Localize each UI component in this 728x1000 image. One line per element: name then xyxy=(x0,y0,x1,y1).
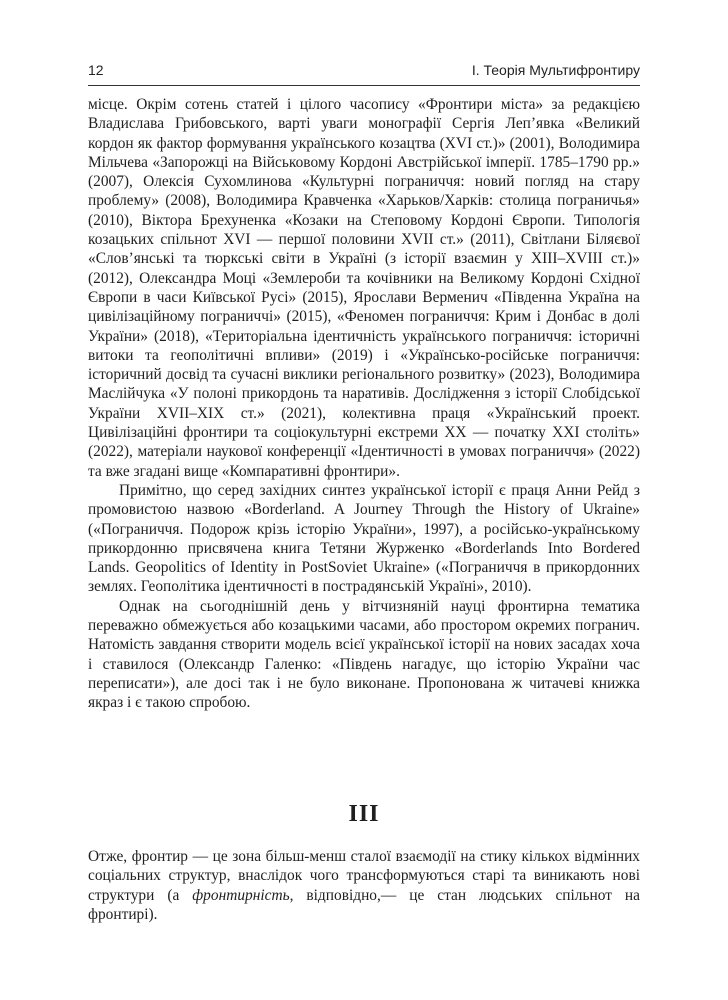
main-text xyxy=(88,95,640,713)
section-text-start: Отже, фронтир — це зона більш-менш сталої взаємодії на стику кількох відмінних соціальних структур, внаслідок чого трансформуються старі та виникають нові структури (а xyxy=(88,848,640,904)
header-divider xyxy=(88,85,640,86)
page-number: 12 xyxy=(88,62,104,78)
paragraph-3: Однак на сьогоднішній день у вітчизняній науці фронтирна тематика переважно обмежується або козацькими часами, або простором окремих погранич. Натомість завдання створити модель всієї української історії на нових засадах хоча і ставилося (Олександр Галенко: «Південь нагадує, що історію України час переписати»), але досі так і не було виконане. Пропонована ж читачеві книжка якраз і є такою спробою. xyxy=(88,597,640,712)
italic-term: фронтирність xyxy=(192,886,290,904)
running-title: І. Теорія Мультифронтиру xyxy=(471,62,640,78)
section-paragraph xyxy=(88,847,640,924)
paragraph-1: місце. Окрім сотень статей і цілого часопису «Фронтири міста» за редакцією Владислава Грибовського, варті уваги монографії Сергія Леп’явка «Великий кордон як фактор формування українського козацтва (XVI ст.)» (2001), Володимира Мільчева «Запорожці на Військовому Кордоні Австрійської імперії. 1785–1790 рр.» (2007), Олексія Сухомлинова «Культурні пограниччя: новий погляд на стару проблему» (2008), Володимира Кравченка «Харьков/Харків: столица пограничья» (2010), Віктора Брехуненка «Козаки на Степовому Кордоні Європи. Типологія козацьких спільнот XVI — першої половини XVII ст.» (2011), Світлани Біляєвої «Слов’янські та тюркські світи в Україні (з історії взаємин у XIII–XVIII ст.)» (2012), Олександра Моці «Землероби та кочівники на Великому Кордоні Східної Європи в часи Київської Русі» (2015), Ярослави Верменич «Південна Україна на цивілізаційному пограниччі» (2015), «Феномен пограниччя: Крим і Донбас в долі України» (2018), «Територіальна ідентичність українського пограниччя: історичні витоки та геополітичні впливи» (2019) і «Українсько-російське пограниччя: історичний досвід та сучасні виклики регіонального розвитку» (2023), Володимира Маслійчука «У полоні прикордонь та наративів. Дослідження з історії Слобідської України XVII–XIX ст.» (2021), колективна праця «Український проект. Цивілізаційні фронтири та соціокультурні екстреми XX — початку XXI століть» (2022), матеріали наукової конференції «Ідентичності в умовах пограниччя» (2022) та вже згадані вище «Компаративні фронтири». xyxy=(88,96,640,480)
section-text xyxy=(88,847,640,924)
section-heading: III xyxy=(348,801,380,827)
section-text-end: , відповідно,— це стан людських спільнот на фронтирі). xyxy=(88,886,640,923)
paragraph-2: Примітно, що серед західних синтез української історії є праця Анни Рейд з промовистою назвою «Borderland. A Journey Through the History of Ukraine» («Пограниччя. Подорож крізь історію України», 1997), а російсько-українському прикордонню присвячена книга Тетяни Журженко «Borderlands Into Bordered Lands. Geopolitics of Identity in PostSoviet Ukraine» («Пограниччя в прикордонних землях. Геополітика ідентичності в пострадянській Україні», 2010). xyxy=(88,481,640,596)
page-header xyxy=(88,60,640,82)
